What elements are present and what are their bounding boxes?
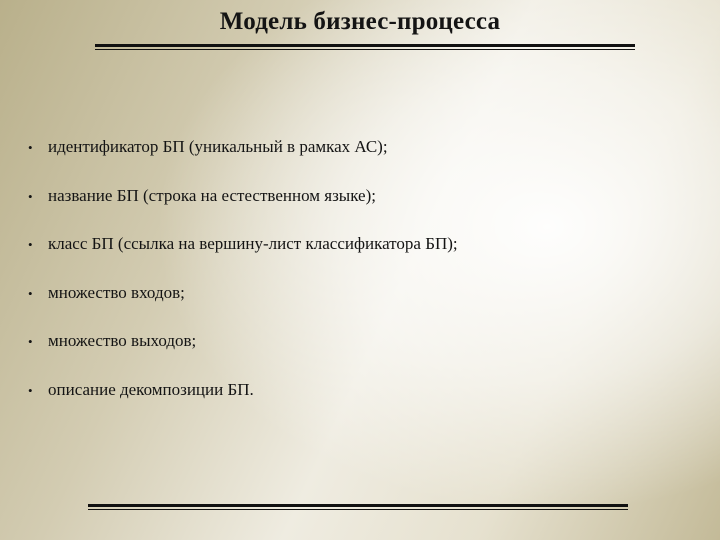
slide-title: Модель бизнес-процесса (219, 8, 501, 35)
footer-rule-thick (88, 504, 628, 507)
bullet-text-name: название БП (строка на естественном языке); (48, 185, 376, 205)
bullet-text-class: класс БП (ссылка на вершину-лист классификатора БП); (48, 234, 458, 253)
bullet-text-identifier: идентификатор БП (уникальный в рамках АС); (48, 137, 388, 156)
title-underline-thin (95, 49, 635, 50)
bullet-dot-icon: • (28, 334, 33, 349)
bullet-item (28, 232, 708, 281)
bullet-item (28, 184, 708, 233)
title-underline-thick (95, 44, 635, 47)
bullet-dot-icon: • (28, 382, 33, 398)
title-underline (95, 44, 635, 50)
bullet-dot-icon: • (28, 188, 33, 204)
bullet-dot-icon: • (28, 285, 33, 301)
bullet-text-outputs: множество выходов; (48, 331, 197, 350)
bullet-item (28, 281, 708, 330)
bullet-item (28, 378, 708, 427)
footer-rule (88, 504, 628, 510)
bullet-text-decomposition: описание декомпозиции БП. (48, 379, 254, 399)
bullet-list (28, 135, 708, 426)
bullet-text-inputs: множество входов; (48, 282, 185, 302)
footer-rule-thin (88, 509, 628, 510)
bullet-item (28, 135, 708, 184)
bullet-dot-icon: • (28, 237, 33, 252)
bullet-item (28, 329, 708, 378)
bullet-dot-icon: • (28, 140, 33, 155)
